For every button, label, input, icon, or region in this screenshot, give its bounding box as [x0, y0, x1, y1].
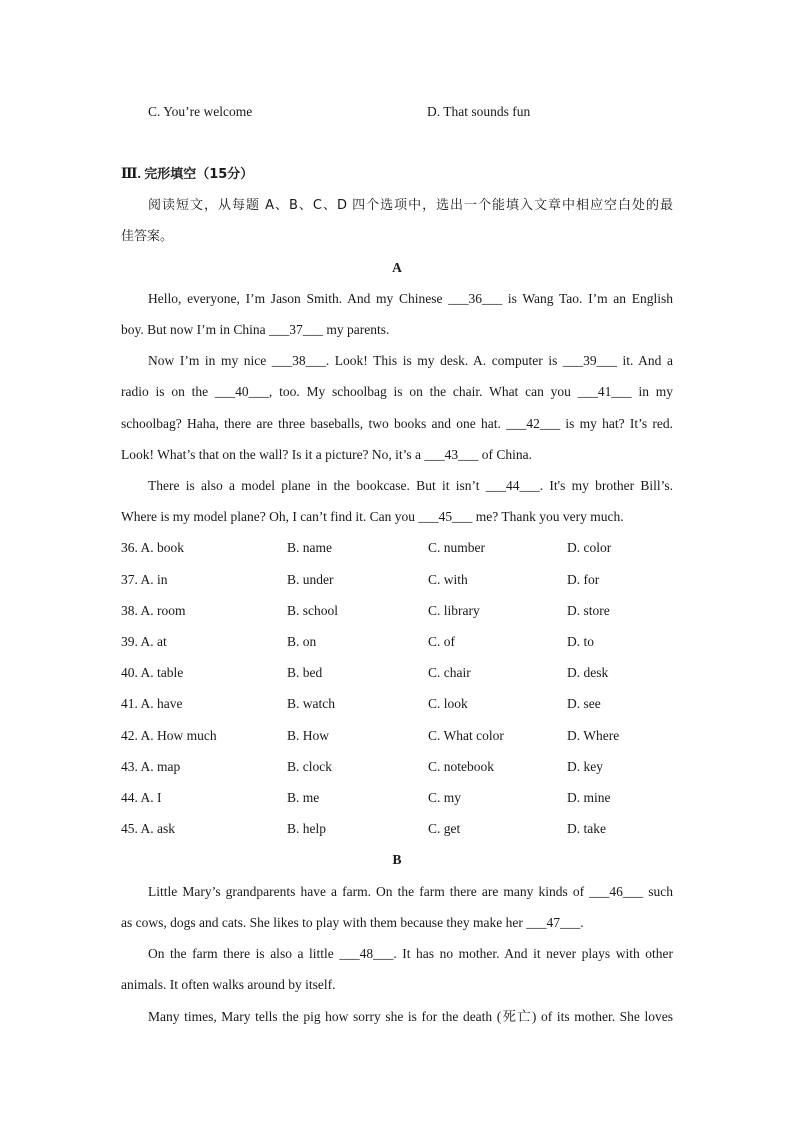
instruction-line-1: 阅读短文，从每题 A、B、C、D 四个选项中，选出一个能填入文章中相应空白处的最 [148, 198, 673, 213]
passage-b-line: Many times, Mary tells the pig how sorry she is for the death (死亡) of its mother. She loves [148, 1009, 673, 1024]
option-a: 39. A. at [121, 634, 167, 649]
option-c: C. with [428, 572, 468, 587]
option-c: C. my [428, 790, 462, 805]
option-a: 42. A. How much [121, 728, 217, 743]
option-a: 40. A. table [121, 665, 184, 680]
section-title: 完形填空（15分） [144, 167, 254, 182]
option-b: B. school [287, 603, 339, 618]
option-c: C. of [428, 634, 455, 649]
option-d: D. to [567, 634, 594, 649]
passage-a-line: There is also a model plane in the bookcase. But it isn’t ___44___. It's my brother Bill’s. [148, 478, 673, 493]
section-heading [121, 165, 253, 184]
option-b: B. How [287, 728, 330, 743]
option-d: D. for [567, 572, 600, 587]
option-a: 45. A. ask [121, 821, 175, 836]
passage-a-line: radio is on the ___40___, too. My schoolbag is on the chair. What can you ___41___ in my [121, 384, 673, 399]
option-d: D. Where [567, 728, 620, 743]
passage-b-line: Little Mary’s grandparents have a farm. On the farm there are many kinds of ___46___ such [148, 884, 673, 899]
passage-b-title: B [392, 852, 402, 867]
option-a: 41. A. have [121, 696, 183, 711]
option-c: C. look [428, 696, 468, 711]
option-c: C. library [428, 603, 480, 618]
option-c: C. You’re welcome [148, 104, 253, 119]
passage-a-line: boy. But now I’m in China ___37___ my parents. [121, 322, 390, 337]
option-c: C. notebook [428, 759, 494, 774]
passage-a-title: A [392, 260, 402, 275]
option-b: B. under [287, 572, 334, 587]
option-d: D. color [567, 540, 612, 555]
passage-a-line: Where is my model plane? Oh, I can’t find it. Can you ___45___ me? Thank you very much. [121, 509, 624, 524]
passage-a-line: Hello, everyone, I’m Jason Smith. And my Chinese ___36___ is Wang Tao. I’m an English [148, 291, 673, 306]
passage-b-line: animals. It often walks around by itself. [121, 977, 336, 992]
option-a: 44. A. I [121, 790, 162, 805]
option-b: B. watch [287, 696, 335, 711]
passage-b-line: On the farm there is also a little ___48___. It has no mother. And it never plays with other [148, 946, 673, 961]
option-b: B. on [287, 634, 317, 649]
option-d: D. mine [567, 790, 611, 805]
option-b: B. clock [287, 759, 332, 774]
option-d: D. That sounds fun [427, 104, 531, 119]
option-c: C. What color [428, 728, 504, 743]
option-d: D. key [567, 759, 603, 774]
option-c: C. chair [428, 665, 471, 680]
section-roman-numeral: Ⅲ. [121, 166, 145, 181]
option-b: B. bed [287, 665, 323, 680]
passage-a-line: Now I’m in my nice ___38___. Look! This is my desk. A. computer is ___39___ it. And a [148, 353, 673, 368]
option-a: 37. A. in [121, 572, 168, 587]
instruction-line-2: 佳答案。 [121, 229, 174, 244]
passage-a-line: schoolbag? Haha, there are three baseballs, two books and one hat. ___42___ is my hat? It’s red. [121, 416, 673, 431]
option-b: B. name [287, 540, 332, 555]
option-a: 36. A. book [121, 540, 185, 555]
option-d: D. take [567, 821, 606, 836]
option-d: D. desk [567, 665, 609, 680]
passage-b-line: as cows, dogs and cats. She likes to play with them because they make her ___47___. [121, 915, 584, 930]
option-d: D. see [567, 696, 601, 711]
option-c: C. get [428, 821, 461, 836]
option-d: D. store [567, 603, 610, 618]
option-c: C. number [428, 540, 485, 555]
option-a: 43. A. map [121, 759, 181, 774]
option-a: 38. A. room [121, 603, 186, 618]
option-b: B. help [287, 821, 326, 836]
passage-a-line: Look! What’s that on the wall? Is it a picture? No, it’s a ___43___ of China. [121, 447, 533, 462]
option-b: B. me [287, 790, 320, 805]
